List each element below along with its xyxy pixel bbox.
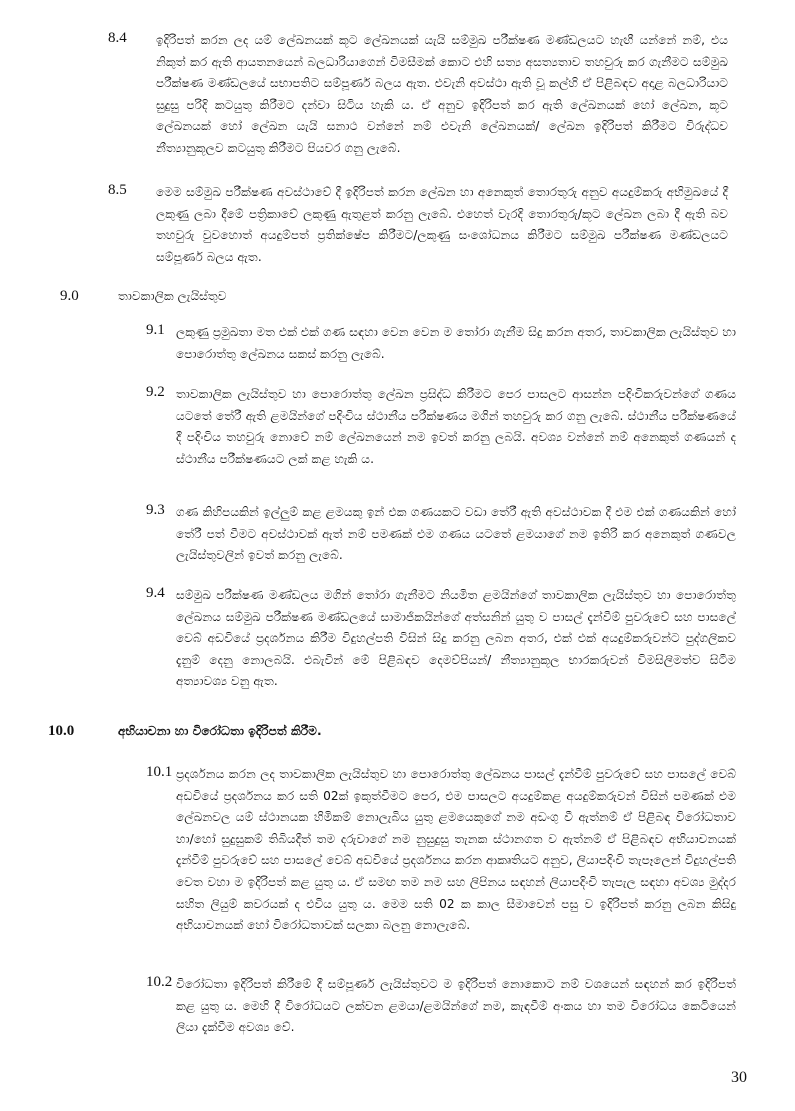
subclause-number: 9.1 bbox=[146, 322, 165, 338]
subclause-number: 10.1 bbox=[146, 764, 173, 780]
subclause-number: 9.4 bbox=[146, 585, 165, 601]
clause-8-4 bbox=[108, 30, 728, 160]
subclause-text: ප්‍රදර්ශනය කරන ලද තාවකාලික ලැයිස්තුව හා පොරොත්තු ලේඛනය පාසල් දැන්වීම් පුවරුවේ සහ පාසලේ වෙබ් අඩවියේ ප්‍රදර්ශනය කර සති 02ක් ඉකුත්වීමට පෙර, එම පාසලට අයදුම්කළ අයදුම්කරුවන් විසින් පමණක් එම ලේඛනවල යම් ස්ථානයක හිමිකම් නොලැබිය යුතු ළමයෙකුගේ නම අඩංගු වී ඇත්නම් ඒ පිළිබඳ විරෝධතාව හා/හෝ සුදුසුකම් තිබියදීත් තම දරුවාගේ නම නුසුදුසු තැනක ස්ථානගත ව ඇත්නම් ඒ පිළිබඳව අභියාචනයක් දැන්වීම් පුවරුවේ සහ පාසලේ වෙබ් අඩවියේ ප්‍රදර්ශනය කරන ආකෘතියට අනුව, ලියාපදිංචි තැපෑලෙන් විදුහල්පති වෙත වහා ම ඉදිරිපත් කළ යුතු ය. ඒ සමඟ තම නම සහ ලිපිනය සඳහන් ලියාපදිංචි තැපැල සඳහා අවශ්‍ය මුද්දර සහිත ලියුම් කවරයක් ද එවිය යුතු ය. මෙම සති 02 ක කාල සීමාවෙන් පසු ව ඉදිරිපත් කරනු ලබන කිසිදු අභියාචනයක් හෝ විරෝධතාවක් සලකා බලනු නොලැබේ. bbox=[176, 767, 736, 933]
subclause-text: තාවකාලික ලැයිස්තුව හා පොරොත්තු ලේඛන ප්‍රසිද්ධ කිරීමට පෙර පාසලට ආසන්න පදිංචිකරුවන්ගේ ගණය යටතේ තේරී ඇති ළමයින්ගේ පදිංචිය ස්ථානීය පරීක්ෂණය මගින් තහවුරු කර ගනු ලැබේ. ස්ථානීය පරීක්ෂණයේ දී පදිංචිය තහවුරු නොවේ නම් ලේඛනයෙන් නම ඉවත් කරනු ලබයි. අවශ්‍ය වන්නේ නම් අනෙකුත් ගණයන් ද ස්ථානීය පරීක්ෂණයට ලක් කළ හැකි ය. bbox=[176, 387, 736, 466]
page-number: 30 bbox=[731, 1069, 747, 1086]
clause-8-5 bbox=[108, 182, 728, 268]
subclause-9-3 bbox=[146, 502, 736, 567]
subclause-text: සම්මුඛ පරීක්ෂණ මණ්ඩලය මගින් තෝරා ගැනීමට නියමිත ළමයින්ගේ තාවකාලික ලැයිස්තුව හා පොරොත්තු ලේඛනය සම්මුඛ පරීක්ෂණ මණ්ඩලයේ සාමාජිකයින්ගේ අත්සනින් යුතු ව පාසල් දැන්වීම් පුවරුවේ සහ පාසලේ වෙබ් අඩවියේ ප්‍රදර්ශනය කිරීම විදුහල්පති විසින් සිදු කරනු ලබන අතර, එක් එක් අයදුම්කරුවන්ට පුද්ගලිකව දැනුම් දෙනු නොලබයි. එබැවින් මේ පිළිබඳව දෙමව්පියන්/ නීත්‍යානුකූල භාරකරුවන් විමසිලිමත්ව සිටීම අත්‍යාවශ්‍ය වනු ඇත. bbox=[176, 588, 736, 689]
subclause-9-2 bbox=[146, 384, 736, 470]
subclause-number: 9.2 bbox=[146, 384, 165, 400]
section-number: 10.0 bbox=[48, 723, 75, 739]
section-title: අභියාචනා හා විරෝධතා ඉදිරිපත් කිරීම. bbox=[118, 724, 322, 738]
clause-text: මෙම සම්මුඛ පරීක්ෂණ අවස්ථාවේ දී ඉදිරිපත් කරන ලේඛන හා අනෙකුත් තොරතුරු අනුව අයදුම්කරු අභිමුඛයේ දී ලකුණු ලබා දීමේ පත්‍රිකාවේ ලකුණු ඇතුළත් කරනු ලැබේ. එහෙත් වැරදි තොරතුරු/කූට ලේඛන ලබා දී ඇති බව තහවුරු වුවහොත් අයදුම්පත් ප්‍රතික්ෂේප කිරීමට/ලකුණු සංශෝධනය කිරීමට සම්මුඛ පරීක්ෂණ මණ්ඩලයට සම්පූර්ණ බලය ඇත. bbox=[156, 185, 728, 264]
clause-number: 8.5 bbox=[108, 182, 127, 198]
section-number: 9.0 bbox=[60, 288, 79, 304]
subclause-text: විරෝධතා ඉදිරිපත් කිරීමේ දී සම්පූර්ණ ලැයිස්තුවට ම ඉදිරිපත් නොකොට නම් වශයෙන් සඳහන් කර ඉදිරිපත් කළ යුතු ය. මෙහි දී විරෝධයට ලක්වන ළමයා/ළමයින්ගේ නම, කැඳවීම් අංකය හා තම විරෝධය කෙටියෙන් ලියා දැක්වීම අවශ්‍ය වේ. bbox=[176, 977, 736, 1035]
subclause-number: 10.2 bbox=[146, 974, 173, 990]
subclause-9-4 bbox=[146, 585, 736, 693]
subclause-text: ලකුණු ප්‍රමුඛතා මත එක් එක් ගණ සඳහා වෙන වෙන ම තෝරා ගැනීම සිදු කරන අතර, තාවකාලික ලැයිස්තුව හා පොරොත්තු ලේඛනය සකස් කරනු ලැබේ. bbox=[176, 325, 736, 361]
subclause-10-1 bbox=[146, 764, 736, 937]
section-title: තාවකාලික ලැයිස්තුව bbox=[118, 289, 227, 303]
subclause-number: 9.3 bbox=[146, 502, 165, 518]
subclause-text: ගණ කිහිපයකින් ඉල්ලුම් කළ ළමයකු ඉන් එක ගණයකට වඩා තේරී ඇති අවස්ථාවක දී එම එක් ගණයකින් හෝ තේරී පත් වීමට අවස්ථාවක් ඇත් නම් පමණක් එම ගණය යටතේ ළමයාගේ නම ඉතිරි කර අනෙකුත් ගණවල ලැයිස්තුවලින් ඉවත් කරනු ලැබේ. bbox=[176, 505, 736, 563]
clause-number: 8.4 bbox=[108, 30, 127, 46]
clause-text: ඉදිරිපත් කරන ලද යම් ලේඛනයක් කූට ලේඛනයක් යැයි සම්මුඛ පරීක්ෂණ මණ්ඩලයට හැඟී යන්නේ නම්, එය නිකුත් කර ඇති ආයතනයෙන් බලධාරියාගෙන් විමසීමක් කොට එහි සත්‍ය අසත්‍යතාව තහවුරු කර ගැනීමට සම්මුඛ පරීක්ෂණ මණ්ඩලයේ සභාපතිට සම්පූර්ණ බලය ඇත. එවැනි අවස්ථා ඇති වූ කල්හි ඒ පිළිබඳව අදාළ බලධාරියාට සුදුසු පරිදි කටයුතු කිරීමට දන්වා සිටිය හැකි ය. ඒ අනුව ඉදිරිපත් කර ඇති ලේඛනයක් හෝ ලේඛන, කූට ලේඛනයක් හෝ ලේඛන යැයි සනාථ වන්නේ නම් එවැනි ලේඛනයක්/ ලේඛන ඉදිරිපත් කිරීමට විරුද්ධව නීත්‍යානුකූලව කටයුතු කිරීමට පියවර ගනු ලැබේ. bbox=[156, 33, 728, 155]
subclause-10-2 bbox=[146, 974, 736, 1039]
subclause-9-1 bbox=[146, 322, 736, 365]
